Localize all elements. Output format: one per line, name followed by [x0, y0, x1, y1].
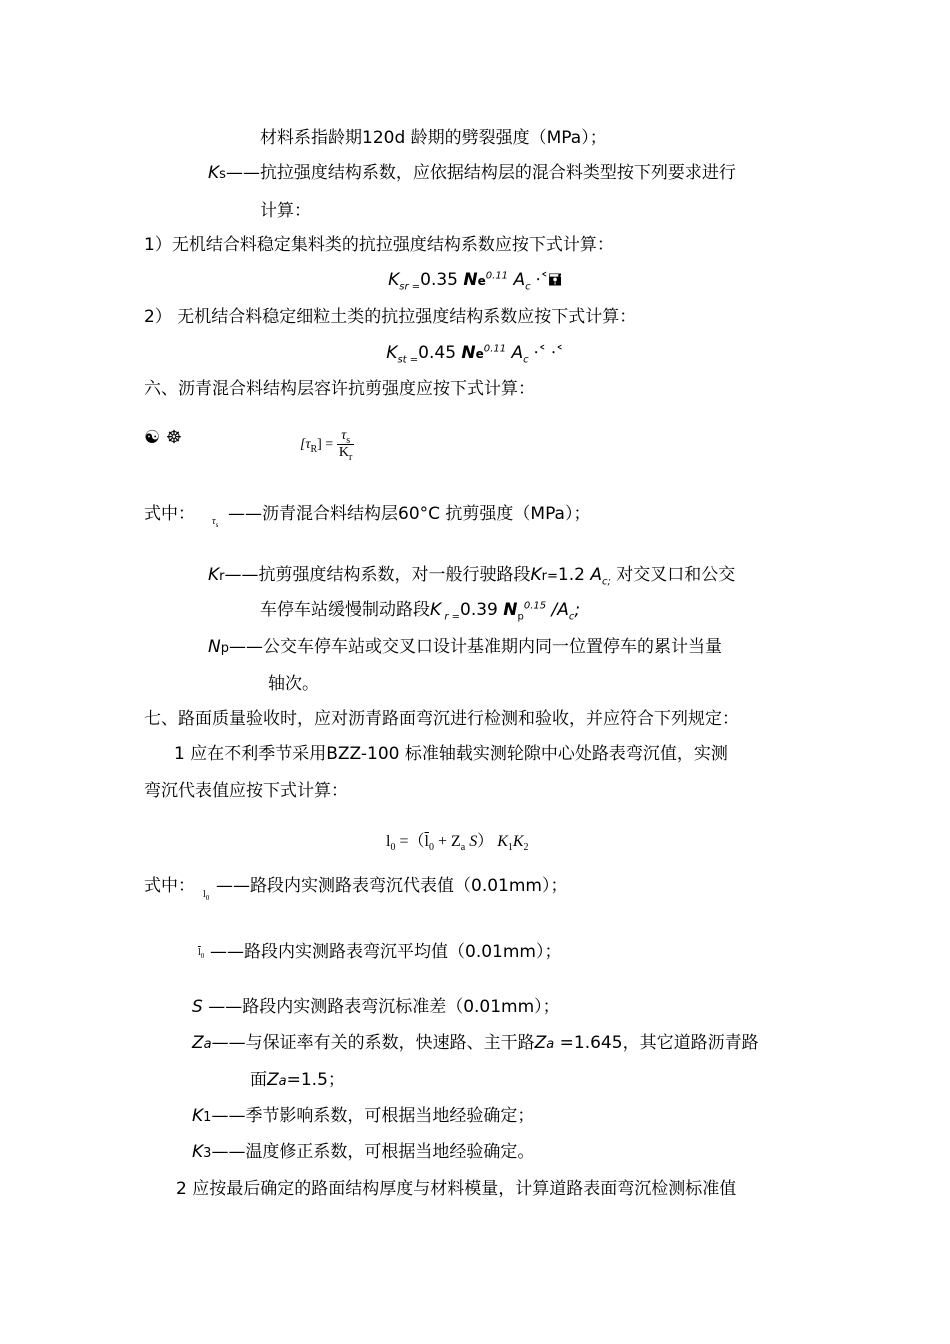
l0-bar-symbol: $\overline{l}_0$ — [198, 947, 205, 960]
equation-kst: $K_{st =}0.45$ $Ne^{0.11}$ $A_c$ ⸱˂ ⸱˂ — [386, 343, 564, 366]
where-label: 式中： — [144, 504, 195, 524]
za-definition: Za——与保证率有关的系数，快速路、主干路Za =1.645，其它道路沥青路 — [192, 1033, 759, 1053]
ks-definition: Ks——抗拉强度结构系数，应依据结构层的混合料类型按下列要求进行 — [208, 163, 736, 183]
np-definition: Np——公交车停车站或交叉口设计基准期内同一位置停车的累计当量 — [208, 637, 722, 657]
tau-definition: ——沥青混合料结构层60°C 抗剪强度（MPa）； — [228, 504, 591, 524]
k3-definition: K3——温度修正系数，可根据当地经验确定。 — [192, 1142, 535, 1162]
yin-yang-icon: ☯ — [144, 427, 161, 448]
za-definition-cont: 面Za=1.5； — [250, 1070, 345, 1090]
l0-bar-definition: ——路段内实测路表弯沉平均值（0.01mm）； — [210, 942, 562, 962]
wheel-icon: ☸ — [165, 427, 183, 448]
save-icon: 🖬 — [548, 270, 562, 289]
k1-definition: K1——季节影响系数，可根据当地经验确定； — [192, 1106, 535, 1126]
l0-symbol: $l_0$ — [203, 889, 210, 902]
symbols — [144, 426, 182, 450]
where-label: 式中： — [144, 876, 195, 896]
arrow-icon: ⸱˂ — [536, 270, 549, 289]
kr-definition-cont: 车停车站缓慢制动路段K $_{r =}$0.39 $N_p^{0.15}$ $/A_c$; — [260, 600, 581, 623]
list-item: 2） 无机结合料稳定细粒土类的抗拉强度结构系数应按下式计算： — [144, 307, 637, 327]
text-line: 轴次。 — [268, 674, 319, 694]
section-heading: 七、路面质量验收时，应对沥青路面弯沉进行检测和验收，并应符合下列规定： — [144, 709, 739, 729]
equation-ksr: $K_{sr =}0.35$ $Ne^{0.11}$ $A_c$ ⸱˂🖬 — [388, 270, 562, 293]
text-line: 计算： — [260, 201, 311, 221]
equation-tau: $[\tau_R]$ = $\frac{\tau_s}{K_r}$ — [300, 428, 353, 463]
text-line: 2 应按最后确定的路面结构厚度与材料模量，计算道路表面弯沉检测标准值 — [176, 1179, 737, 1199]
kr-definition: Kr——抗剪强度结构系数，对一般行驶路段Kr=1.2 $A_{c;}$ 对交叉口和公交 — [208, 565, 736, 588]
section-heading: 六、沥青混合料结构层容许抗剪强度应按下式计算： — [144, 379, 535, 399]
equation-l0: $l_0 =(\overline{l}_0 + Z_a$ S） $K_1K_2$ — [386, 833, 529, 854]
tau-symbol: $\tau_s$ — [212, 516, 219, 529]
text-line: 1 应在不利季节采用BZZ-100 标准轴载实测轮隙中心处路表弯沉值，实测 — [174, 744, 728, 764]
text-line: 弯沉代表值应按下式计算： — [144, 781, 348, 801]
list-item: 1）无机结合料稳定集料类的抗拉强度结构系数应按下式计算： — [144, 235, 614, 255]
s-definition: S ——路段内实测路表弯沉标准差（0.01mm）； — [192, 997, 560, 1017]
l0-definition: ——路段内实测路表弯沉代表值（0.01mm）； — [216, 876, 568, 896]
arrow-icon: ⸱˂ ⸱˂ — [534, 343, 564, 362]
text-line: 材料系指龄期120d 龄期的劈裂强度（MPa）； — [260, 128, 607, 148]
